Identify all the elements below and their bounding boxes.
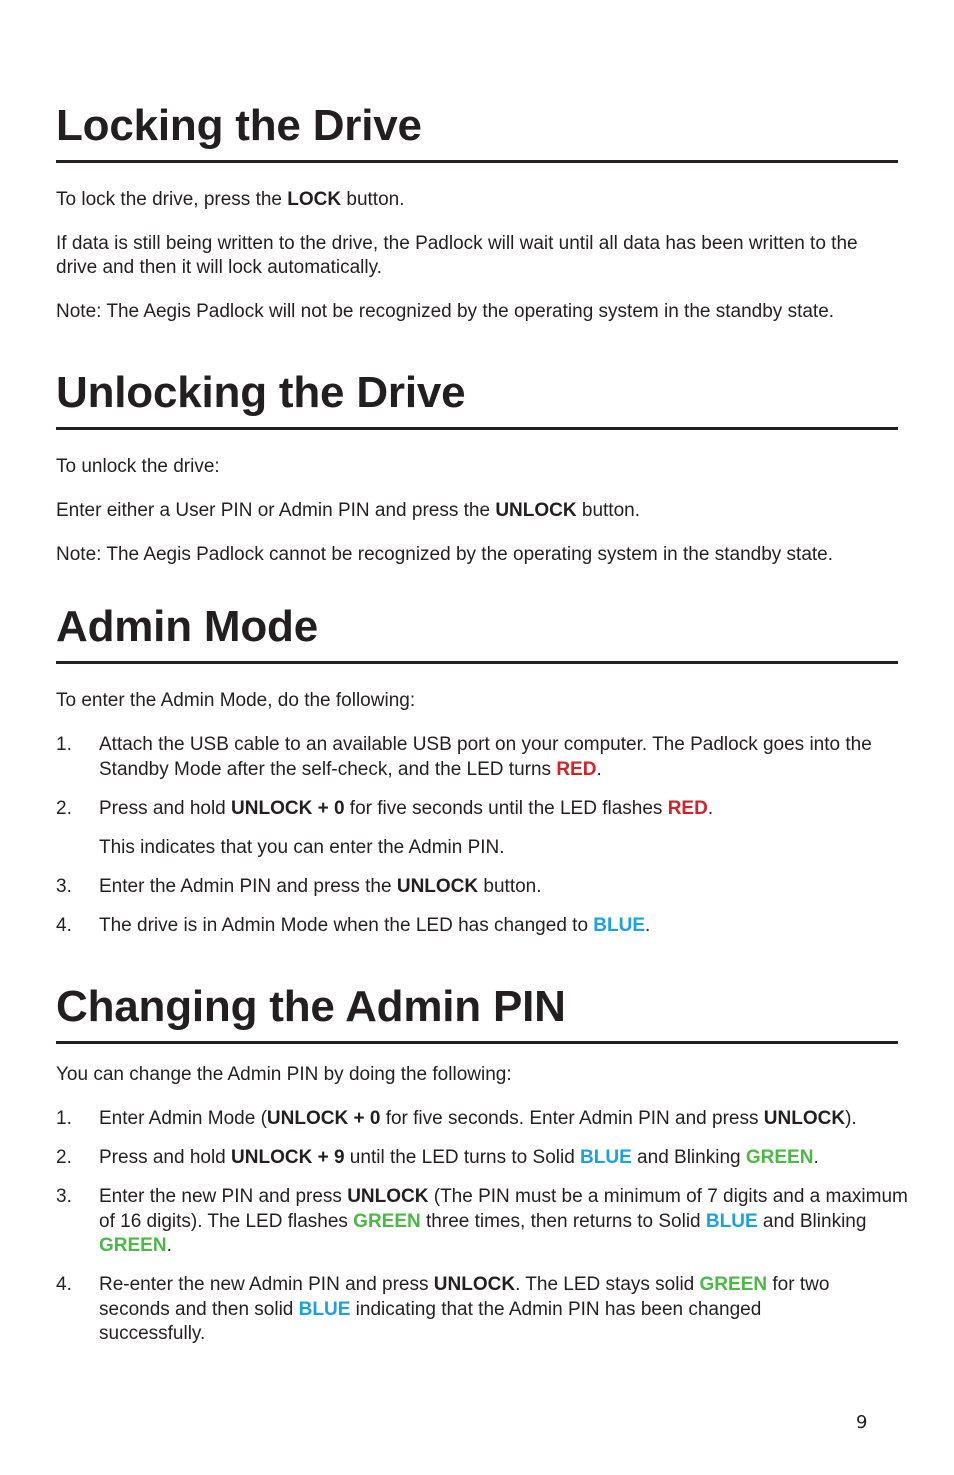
page-number: 9 xyxy=(856,1412,868,1433)
admin-step-2 xyxy=(99,797,899,822)
change-step-1 xyxy=(99,1107,899,1132)
text: Attach the USB cable to an available USB port on your computer. The Padlock goes into the Standby Mode after the self-check, and the LED turns xyxy=(99,734,872,780)
text: Enter the Admin PIN and press the xyxy=(99,876,397,897)
admin-step-1 xyxy=(99,733,879,782)
text: for five seconds. Enter Admin PIN and press xyxy=(380,1108,764,1129)
led-red: RED xyxy=(556,758,597,780)
led-blue: BLUE xyxy=(298,1298,351,1320)
text: until the LED turns to Solid xyxy=(344,1147,581,1168)
text: Enter the new PIN and press xyxy=(99,1186,348,1207)
text: . xyxy=(166,1235,172,1256)
admin-step-3 xyxy=(99,875,899,900)
lock-keyword: LOCK xyxy=(287,189,342,210)
key-combo: UNLOCK + 0 xyxy=(231,798,345,819)
list-number: 4. xyxy=(56,1274,72,1295)
lock-paragraph-2: If data is still being written to the drive, the Padlock will wait until all data has been written to the drive and then it will lock automatically. xyxy=(56,233,858,278)
unlock-keyword: UNLOCK xyxy=(495,500,577,521)
section-locking xyxy=(56,101,898,322)
heading-locking: Locking the Drive xyxy=(56,104,898,163)
unlock-keyword: UNLOCK xyxy=(396,876,479,897)
section-admin-mode xyxy=(56,602,898,936)
admin-step-2-note: This indicates that you can enter the Admin PIN. xyxy=(99,837,505,858)
unlock-keyword: UNLOCK xyxy=(347,1186,429,1207)
admin-intro: To enter the Admin Mode, do the following: xyxy=(56,690,416,711)
list-number: 3. xyxy=(56,1186,72,1207)
text: button. xyxy=(576,500,640,521)
text: for five seconds until the LED flashes xyxy=(344,798,668,819)
text: ). xyxy=(845,1108,857,1129)
list-number: 1. xyxy=(56,734,72,755)
led-green: GREEN xyxy=(99,1235,167,1256)
list-number: 4. xyxy=(56,915,72,936)
text: Press and hold xyxy=(99,798,232,819)
list-number: 2. xyxy=(56,1147,72,1168)
text: button. xyxy=(478,876,542,897)
text: and Blinking xyxy=(757,1210,867,1232)
text: Enter either a User PIN or Admin PIN and press the xyxy=(56,500,496,521)
led-green: GREEN xyxy=(699,1274,768,1295)
led-red: RED xyxy=(667,798,708,819)
text: button. xyxy=(341,189,405,210)
heading-admin-mode: Admin Mode xyxy=(56,605,898,664)
text: . xyxy=(813,1147,819,1168)
change-step-4 xyxy=(99,1273,869,1347)
lock-paragraph-1 xyxy=(56,188,898,212)
text: . xyxy=(645,915,651,936)
list-number: 3. xyxy=(56,876,72,897)
text: Press and hold xyxy=(99,1147,232,1168)
list-number: 1. xyxy=(56,1108,72,1129)
led-green: GREEN xyxy=(353,1210,421,1232)
led-green: GREEN xyxy=(745,1147,814,1168)
heading-changing-admin-pin: Changing the Admin PIN xyxy=(56,985,898,1044)
led-blue: BLUE xyxy=(705,1210,758,1232)
text: To lock the drive, press the xyxy=(56,189,288,210)
text: . xyxy=(596,758,602,780)
unlock-paragraph-1: To unlock the drive: xyxy=(56,456,220,477)
unlock-keyword: UNLOCK xyxy=(433,1274,516,1295)
text: three times, then returns to Solid xyxy=(420,1210,706,1232)
text: (The PIN must be a minimum of 7 digits and a maximum of 16 digits). The LED flashes xyxy=(99,1186,908,1232)
unlock-paragraph-2 xyxy=(56,499,898,523)
key-combo: UNLOCK + 9 xyxy=(231,1147,345,1168)
lock-paragraph-3: Note: The Aegis Padlock will not be recognized by the operating system in the standby state. xyxy=(56,301,835,322)
section-unlocking xyxy=(56,368,898,565)
text: Enter Admin Mode ( xyxy=(99,1108,267,1129)
text: Re-enter the new Admin PIN and press xyxy=(99,1274,434,1295)
text: indicating that the Admin PIN has been changed successfully. xyxy=(99,1298,762,1344)
led-blue: BLUE xyxy=(593,915,646,936)
text: and Blinking xyxy=(631,1147,746,1168)
unlock-paragraph-3: Note: The Aegis Padlock cannot be recognized by the operating system in the standby state. xyxy=(56,544,834,565)
led-blue: BLUE xyxy=(580,1147,632,1168)
heading-unlocking: Unlocking the Drive xyxy=(56,371,898,430)
change-intro: You can change the Admin PIN by doing the following: xyxy=(56,1064,512,1085)
change-step-2 xyxy=(99,1146,899,1171)
list-number: 2. xyxy=(56,798,72,819)
text: . The LED stays solid xyxy=(515,1274,700,1295)
change-step-3 xyxy=(99,1185,909,1259)
text: The drive is in Admin Mode when the LED has changed to xyxy=(99,915,594,936)
text: . xyxy=(707,798,714,819)
section-changing-admin-pin xyxy=(56,982,908,1344)
unlock-keyword: UNLOCK xyxy=(763,1108,846,1129)
text: for two seconds and then solid xyxy=(99,1274,830,1320)
key-combo: UNLOCK + 0 xyxy=(266,1108,381,1129)
admin-step-4 xyxy=(99,914,899,939)
